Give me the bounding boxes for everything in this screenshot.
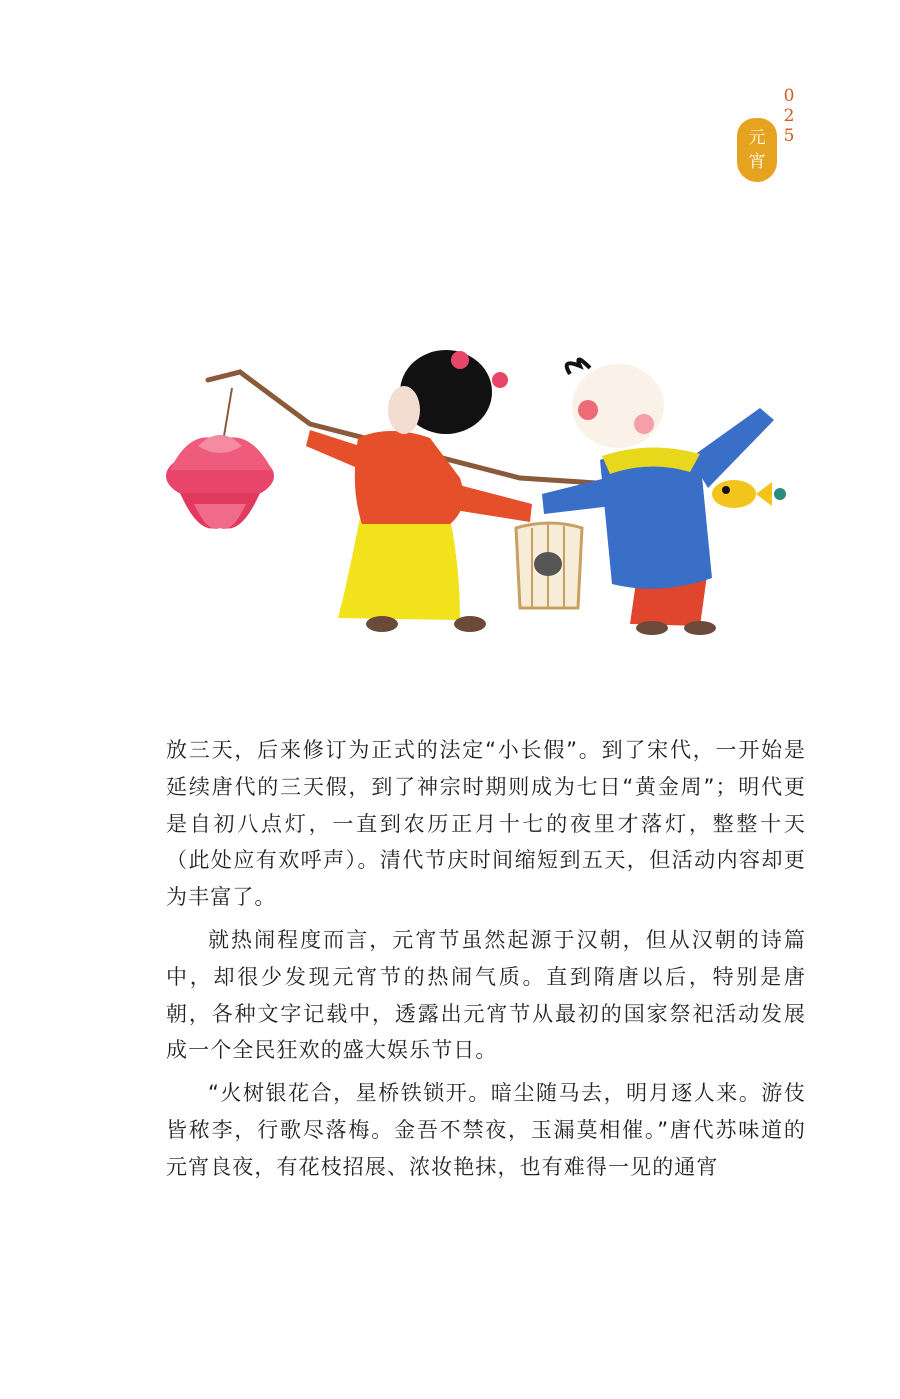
section-badge-char: 宵 bbox=[748, 152, 766, 172]
paragraph: 就热闹程度而言，元宵节虽然起源于汉朝，但从汉朝的诗篇中，却很少发现元宵节的热闹气质。直到隋唐以后，特别是唐朝，各种文字记载中，透露出元宵节从最初的国家祭祀活动发展成一个全民狂欢的盛大娱乐节日。 bbox=[166, 927, 806, 1063]
fish-lantern bbox=[712, 480, 786, 508]
page-number-digit: 5 bbox=[783, 126, 795, 146]
section-badge bbox=[737, 118, 777, 182]
page-number bbox=[778, 86, 800, 146]
page-number-digit: 2 bbox=[783, 106, 795, 126]
section-badge-char: 元 bbox=[748, 128, 766, 148]
paragraph: “火树银花合，星桥铁锁开。暗尘随马去，明月逐人来。游伎皆秾李，行歌尽落梅。金吾不禁夜，玉漏莫相催。”唐代苏味道的元宵良夜，有花枝招展、浓妆艳抹，也有难得一见的通宵 bbox=[166, 1081, 806, 1179]
lotus-lantern bbox=[166, 435, 274, 529]
children-lantern-illustration bbox=[160, 328, 814, 658]
page-number-digit: 0 bbox=[783, 86, 795, 106]
birdcage bbox=[516, 523, 582, 608]
paragraph: 放三天，后来修订为正式的法定“小长假”。到了宋代，一开始是延续唐代的三天假，到了神宗时期则成为七日“黄金周”；明代更是自初八点灯，一直到农历正月十七的夜里才落灯，整整十天（此处应有欢呼声）。清代节庆时间缩短到五天，但活动内容却更为丰富了。 bbox=[166, 738, 806, 910]
body-text bbox=[166, 732, 806, 1192]
